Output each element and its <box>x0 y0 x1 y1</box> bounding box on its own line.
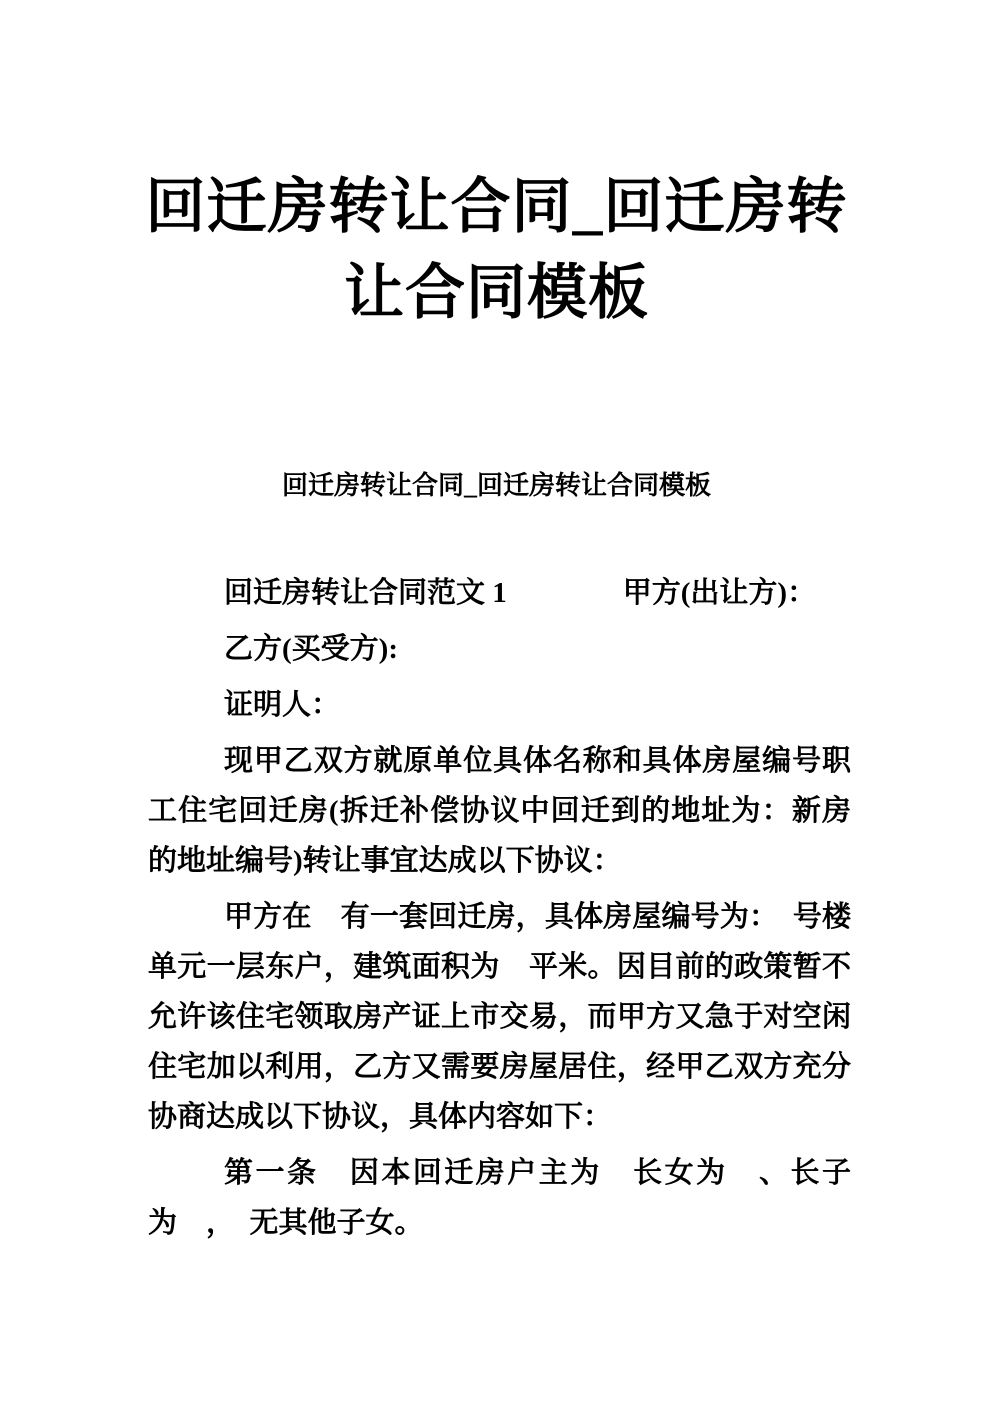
paragraph-party-b: 乙方(买受方): <box>224 633 398 665</box>
document-title-line2: 让合同模板 <box>344 260 649 326</box>
document-title <box>0 0 993 336</box>
paragraph-article-1: 第一条 因本回迁房户主为 长女为 、长子为 ， 无其他子女。 <box>148 1157 851 1239</box>
paragraph-heading-party-a: 回迁房转让合同范文 1 甲方(出让方)： <box>224 577 817 609</box>
paragraph-house-description: 甲方在 有一套回迁房，具体房屋编号为： 号楼 单元一层东户，建筑面积为 平米。因目前的政策暂不允许该住宅领取房产证上市交易，而甲方又急于对空闲住宅加以利用，乙方又需要房屋居住，经甲乙双方充分协商达成以下协议，具体内容如下： <box>148 901 881 1133</box>
document-body <box>0 568 993 1248</box>
paragraph-preamble: 现甲乙双方就原单位具体名称和具体房屋编号职工住宅回迁房(拆迁补偿协议中回迁到的地址为：新房的地址编号)转让事宜达成以下协议： <box>148 745 851 877</box>
document-title-line1: 回迁房转让合同_回迁房转 <box>145 174 848 240</box>
document-subtitle: 回迁房转让合同_回迁房转让合同模板 <box>281 471 711 500</box>
paragraph-witness: 证明人： <box>224 689 341 721</box>
